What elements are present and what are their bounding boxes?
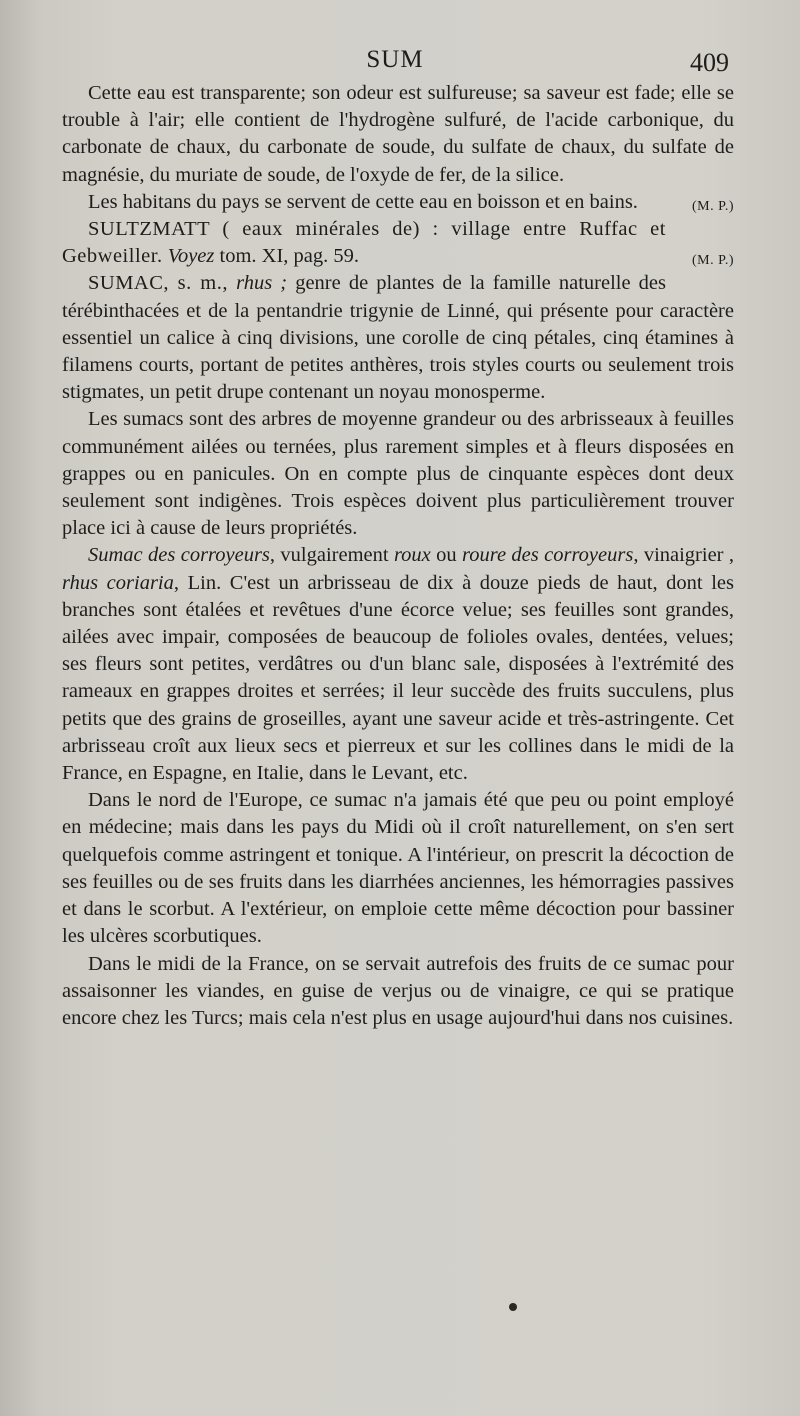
entry-sumac: [62, 270, 734, 406]
paragraph-inhabitants: [62, 189, 734, 216]
paragraph-culinary-use: [62, 951, 734, 1033]
paragraph-text: Dans le midi de la France, on se servait autrefois des fruits de ce sumac pour assaisonner les viandes, en guise de verjus ou de vinaigre, ce qui se pratique encore chez les Turcs; mais cela n'est plus en usage aujourd'hui dans nos cuisines.: [62, 952, 734, 1029]
author-initials: (M. P.): [691, 253, 734, 269]
paragraph-text: Les habitans du pays se servent de cette eau en boisson et en bains.: [88, 190, 638, 213]
entry-text: SULTZMATT ( eaux minérales de) : village entre Ruffac et Gebweiller.: [62, 218, 666, 268]
page-header: [0, 46, 800, 82]
paragraph-text: , vulgairement: [269, 544, 389, 567]
entry-sultzmatt: [62, 216, 734, 270]
paragraph-text: ou: [436, 544, 457, 567]
cross-reference-label: Voyez: [167, 245, 215, 268]
paragraph-text: Les sumacs sont des arbres de moyenne grandeur ou des arbrisseaux à feuilles communément ailées ou ternées, plus rarement simples et à fleurs disposées en grappes ou en panicules. On en compte plus de cinquante espèces dont deux seulement sont indigènes. Trois espèces doivent plus particulièrement trouver place ici à cause de leurs propriétés.: [62, 408, 734, 540]
species-name: Sumac des corroyeurs: [88, 544, 270, 567]
paragraph-text: , vinaigrier ,: [633, 544, 735, 567]
printer-mark-icon: [506, 1300, 520, 1314]
author-initials: (M. P.): [691, 198, 734, 214]
cross-reference-location: tom. XI, pag. 59.: [219, 245, 360, 268]
paragraph-sumac-des-corroyeurs: [62, 542, 734, 787]
latin-name: rhus ;: [236, 272, 288, 295]
paragraph-medical-use: [62, 787, 734, 950]
paragraph-water-composition: [62, 80, 734, 189]
vernacular-name: roure des corroyeurs: [462, 544, 634, 567]
paragraph-text: Cette eau est transparente; son odeur est sulfureuse; sa saveur est fade; elle se trouble à l'air; elle contient de l'hydrogène sulfuré, de l'acide carbonique, du carbonate de chaux, du carbonate de soude, du sulfate de chaux, du sulfate de magnésie, du muriate de soude, de l'oxyde de fer, de la silice.: [62, 82, 734, 186]
entry-headword: SUMAC, s. m.,: [88, 272, 229, 295]
page-number: 409: [690, 48, 729, 77]
paragraph-sumacs-description: [62, 406, 734, 542]
paragraph-text: Dans le nord de l'Europe, ce sumac n'a jamais été que peu ou point employé en médecine; mais dans les pays du Midi où il croît naturellement, on s'en sert quelquefois comme astringent et tonique. A l'intérieur, on prescrit la décoction de ses feuilles ou de ses fruits dans les diarrhées anciennes, les hémorragies passives et dans le scorbut. A l'extérieur, on emploie cette même décoction pour bassiner les ulcères scorbutiques.: [62, 789, 734, 948]
entry-definition: genre de plantes de la famille naturelle des térébinthacées et de la pentandrie trigynie de Linné, qui présente pour caractère essentiel un calice à cinq divisions, une corolle de cinq pétales, cinq étamines à filamens courts, portant de petites anthères, trois styles courts ou seulement trois stigmates, un petit drupe contenant un noyau monosperme.: [62, 272, 734, 404]
latin-name: rhus coriaria: [62, 571, 174, 594]
vernacular-name: roux: [393, 544, 431, 567]
running-head: SUM: [366, 46, 424, 73]
paragraph-text: , Lin. C'est un arbrisseau de dix à douze pieds de haut, dont les branches sont étalées et revêtues d'une écorce velue; ses feuilles sont grandes, ailées avec impair, composées de beaucoup de folioles ovales, dentées, velues; ses fleurs sont petites, verdâtres ou d'un blanc sale, disposées à l'extrémité des rameaux en grappes droites et serrées; il leur succède des fruits succulens, plus petits que des grains de groseilles, ayant une saveur acide et très-astringente. Cet arbrisseau croît aux lieux secs et pierreux et sur les collines dans le midi de la France, en Espagne, en Italie, dans le Levant, etc.: [62, 571, 735, 785]
page-body: [62, 80, 734, 1032]
